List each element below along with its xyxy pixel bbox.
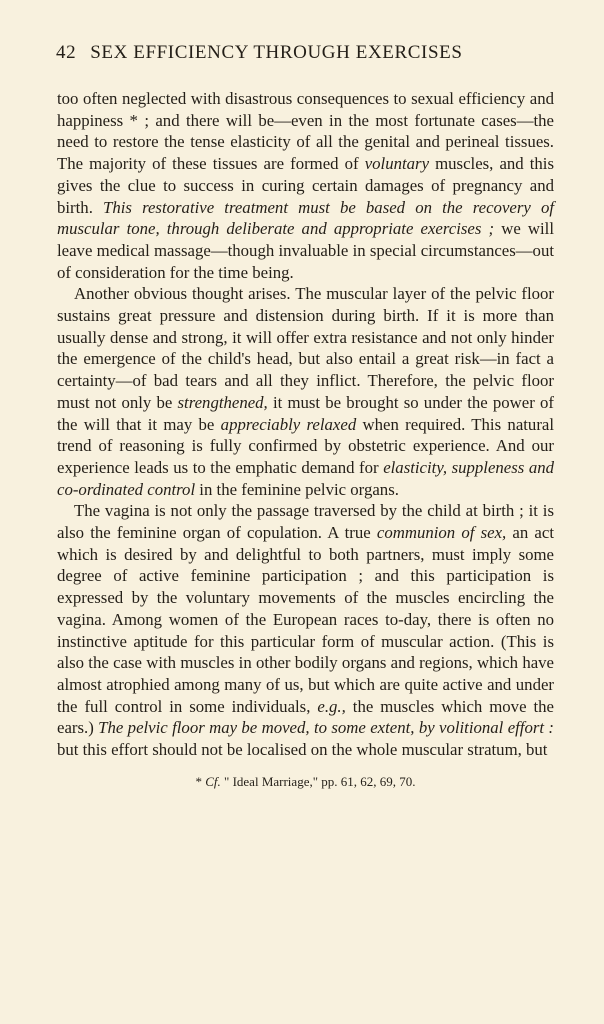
emphasis-segment: voluntary: [364, 154, 430, 174]
text-segment: The vagina is not only the passage traversed by the child at birth ; it is also the feminine organ of copulation. A true: [57, 501, 554, 543]
running-title: SEX EFFICIENCY THROUGH EXERCISES: [90, 42, 463, 63]
footnote-text: " Ideal Marriage," pp. 61, 62, 69, 70.: [224, 773, 416, 789]
emphasis-segment: The pelvic floor may be moved, to some extent, by volitional effort :: [98, 718, 554, 738]
emphasis-segment: elasticity, suppleness and co-ordinated control: [57, 457, 555, 499]
text-segment: in the feminine pelvic organs.: [195, 479, 399, 499]
emphasis-segment: This restorative treatment must be based on the recovery of muscular tone, through deliberate and appropriate exercises ;: [57, 197, 555, 239]
page-header: [56, 42, 554, 72]
text-segment: Another obvious thought arises. The muscular layer of the pelvic floor sustains great pressure and distension during birth. If it is more than usually dense and strong, it will offer extra resistance and not only hinder the emergence of the child's head, but also entail a great risk—in fact a certainty—of bad tears and all they inflict. Therefore, the pelvic floor must not only be: [57, 284, 554, 412]
text-segment: the muscles which move the ears.): [57, 696, 554, 738]
emphasis-segment: appreciably relaxed: [220, 414, 357, 434]
emphasis-segment: strengthened,: [177, 392, 268, 412]
emphasis-segment: communion of sex,: [376, 523, 507, 543]
text-segment: when required. This natural trend of reasoning is fully confirmed by obstetric experience. And our experience leads us to the emphatic demand for: [57, 414, 555, 477]
paragraph-2: [57, 283, 554, 500]
emphasis-segment: e.g.,: [317, 696, 346, 716]
body-text: [57, 88, 554, 761]
paragraph-1: [57, 88, 554, 283]
footnote-cf: Cf.: [205, 773, 221, 789]
page-number: 42: [56, 42, 77, 63]
footnote-marker: *: [195, 773, 202, 789]
paragraph-3: [57, 500, 554, 760]
text-segment: an act which is desired by and delightful to both partners, must imply some degree of active feminine participation ; and this participation is expressed by the voluntary movements of the muscles encircling the vagina. Among women of the European races to-day, there is often no instinctive aptitude for this particular form of muscular action. (This is also the case with muscles in other bodily organs and regions, which have almost atrophied among many of us, but which are quite active and under the full control in some individuals,: [57, 523, 554, 716]
text-segment: it must be brought so under the power of the will that it may be: [57, 392, 554, 434]
footnote: [57, 773, 554, 791]
text-segment: too often neglected with disastrous consequences to sexual efficiency and happiness * ; and there will be—even in the most fortunate cases—the need to restore the tense elasticity of all the genital and perineal tissues. The majority of these tissues are formed of: [57, 89, 554, 174]
text-segment: but this effort should not be localised on the whole muscular stratum, but: [57, 740, 548, 760]
text-segment: muscles, and this gives the clue to success in curing certain damages of pregnancy and birth.: [57, 154, 554, 217]
text-segment: we will leave medical massage—though invaluable in special circumstances—out of consideration for the time being.: [57, 219, 554, 282]
